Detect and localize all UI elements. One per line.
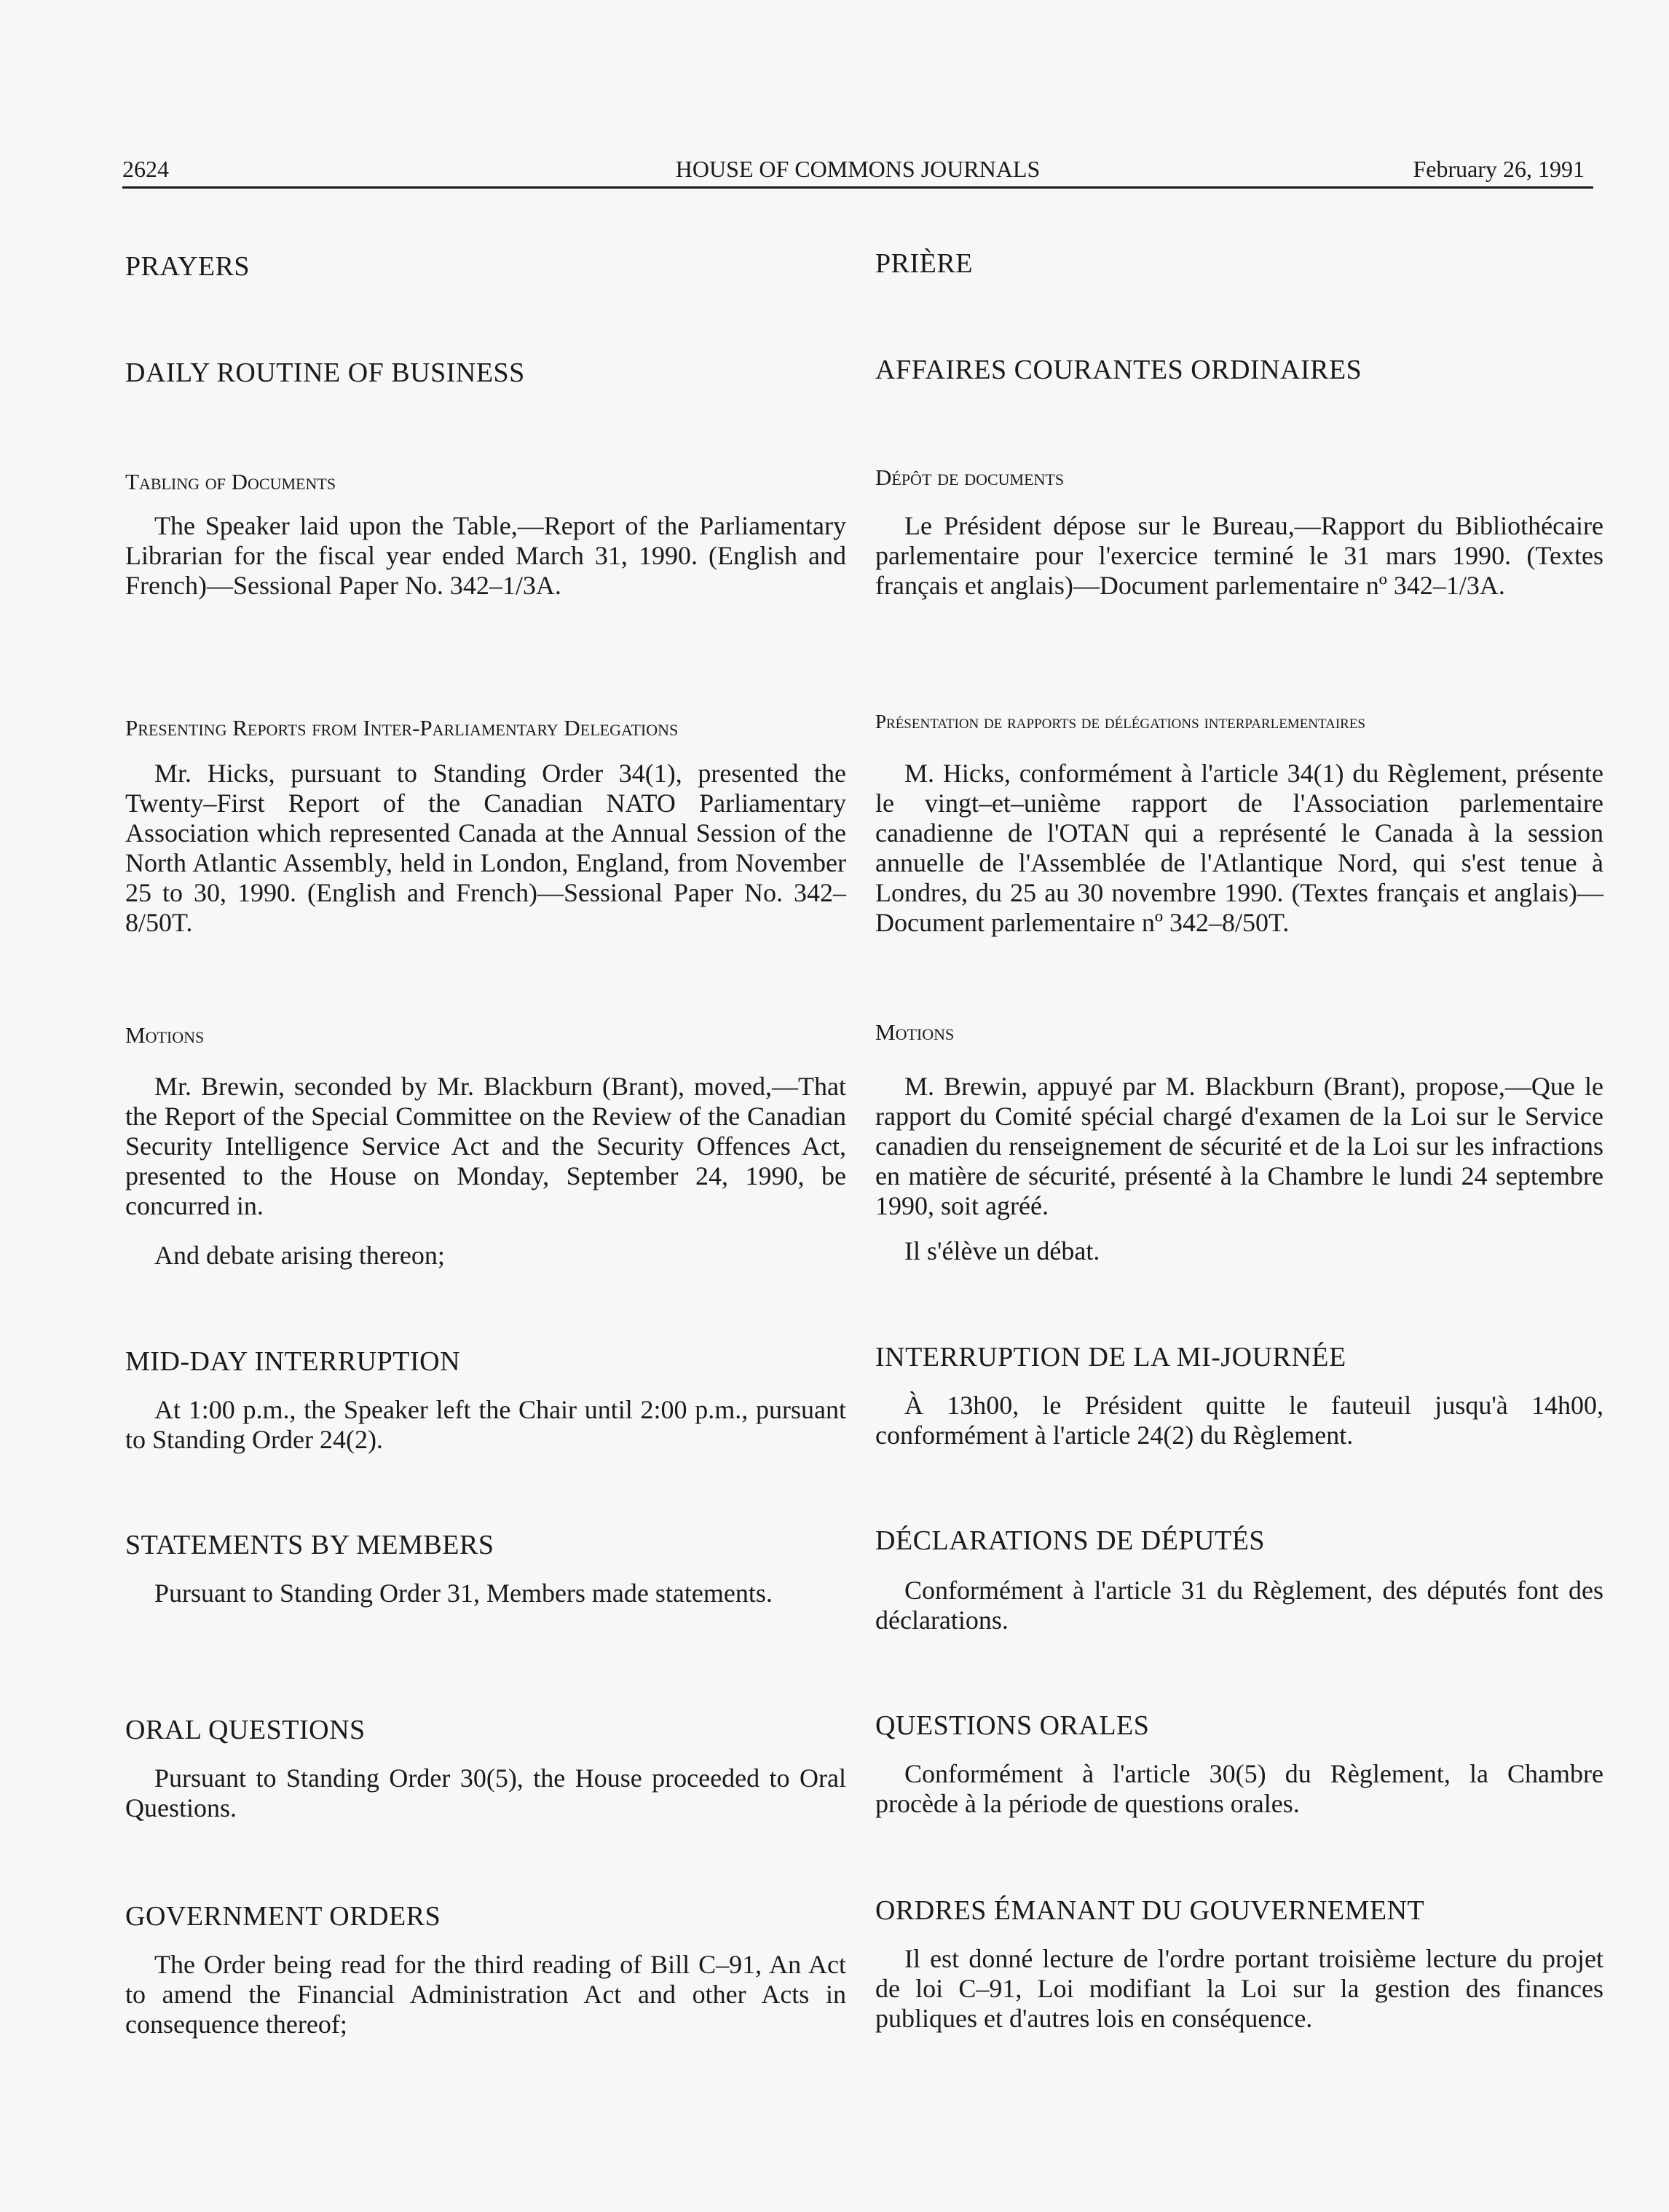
motions-fr-paragraph: M. Brewin, appuyé par M. Blackburn (Brant), propose,—Que le rapport du Comité spécial chargé d'examen de la Loi sur le Service canadien du renseignement de sécurité et de la Loi sur les infractions en matière de sécurité, présenté à la Chambre le lundi 24 septembre 1990, soit agréé.	[875, 1072, 1603, 1220]
statements-paragraph: Pursuant to Standing Order 31, Members made statements.	[154, 1579, 773, 1608]
presentation-paragraph: M. Hicks, conformément à l'article 34(1) du Règlement, présente le vingt–et–unième rapport de l'Association parlementaire canadienne de l'OTAN qui a représenté le Canada à la session annuelle de l'Assemblée de l'Atlantique Nord, qui s'est tenue à Londres, du 25 au 30 novembre 1990. (Textes français et anglais)—Document parlementaire nº 342–8/50T.	[875, 759, 1603, 937]
ordres-paragraph: Il est donné lecture de l'ordre portant troisième lecture du projet de loi C–91, Loi modifiant la Loi sur la gestion des finances publiques et d'autres lois en conséquence.	[875, 1944, 1603, 2033]
debat-paragraph: Il s'élève un débat.	[904, 1236, 1100, 1265]
page-number: 2624	[122, 156, 169, 182]
priere-heading: PRIÈRE	[875, 248, 973, 279]
motions-fr-heading: Motions	[875, 1019, 955, 1045]
declarations-heading: DÉCLARATIONS DE DÉPUTÉS	[875, 1525, 1266, 1556]
motions-paragraph: Mr. Brewin, seconded by Mr. Blackburn (Brant), moved,—That the Report of the Special Committee on the Review of the Canadian Security Intelligence Service Act and the Security Offences Act, presented to the House on Monday, September 24, 1990, be concurred in.	[125, 1072, 846, 1220]
questions-orales-heading: QUESTIONS ORALES	[875, 1710, 1150, 1741]
midday-heading: MID-DAY INTERRUPTION	[125, 1346, 461, 1377]
midday-paragraph: At 1:00 p.m., the Speaker left the Chair until 2:00 p.m., pursuant to Standing Order 24(2).	[125, 1395, 846, 1454]
presenting-paragraph: Mr. Hicks, pursuant to Standing Order 34(1), presented the Twenty–First Report of the Canadian NATO Parliamentary Association which represented Canada at the Annual Session of the North Atlantic Assembly, held in London, England, from November 25 to 30, 1990. (English and French)—Sessional Paper No. 342–8/50T.	[125, 759, 846, 937]
ordres-heading: ORDRES ÉMANANT DU GOUVERNEMENT	[875, 1895, 1425, 1926]
declarations-paragraph: Conformément à l'article 31 du Règlement, des députés font des déclarations.	[875, 1576, 1603, 1635]
journal-date: February 26, 1991	[1413, 156, 1585, 182]
debate-paragraph: And debate arising thereon;	[154, 1241, 445, 1270]
prayers-heading: PRAYERS	[125, 251, 250, 282]
presentation-heading: Présentation de rapports de délégations interparlementaires	[875, 711, 1366, 732]
presenting-heading: Presenting Reports from Inter-Parliamentary Delegations	[125, 715, 679, 740]
tabling-heading: Tabling of Documents	[125, 469, 336, 494]
motions-heading: Motions	[125, 1022, 205, 1048]
oral-questions-paragraph: Pursuant to Standing Order 30(5), the House proceeded to Oral Questions.	[125, 1763, 846, 1822]
government-orders-paragraph: The Order being read for the third reading of Bill C–91, An Act to amend the Financial Administration Act and other Acts in consequence thereof;	[125, 1950, 846, 2039]
depot-heading: Dépôt de documents	[875, 465, 1065, 490]
statements-heading: STATEMENTS BY MEMBERS	[125, 1530, 494, 1560]
questions-orales-paragraph: Conformément à l'article 30(5) du Règlement, la Chambre procède à la période de questions orales.	[875, 1759, 1603, 1818]
tabling-paragraph: The Speaker laid upon the Table,—Report of the Parliamentary Librarian for the fiscal year ended March 31, 1990. (English and French)—Sessional Paper No. 342–1/3A.	[125, 511, 846, 600]
oral-questions-heading: ORAL QUESTIONS	[125, 1715, 366, 1745]
interruption-heading: INTERRUPTION DE LA MI-JOURNÉE	[875, 1342, 1346, 1372]
affaires-heading: AFFAIRES COURANTES ORDINAIRES	[875, 355, 1362, 385]
interruption-paragraph: À 13h00, le Président quitte le fauteuil jusqu'à 14h00, conformément à l'article 24(2) du Règlement.	[875, 1391, 1603, 1450]
journal-title: HOUSE OF COMMONS JOURNALS	[675, 156, 1041, 182]
page-header	[122, 151, 1593, 189]
daily-routine-heading: DAILY ROUTINE OF BUSINESS	[125, 358, 525, 388]
government-orders-heading: GOVERNMENT ORDERS	[125, 1901, 441, 1932]
depot-paragraph: Le Président dépose sur le Bureau,—Rapport du Bibliothécaire parlementaire pour l'exercice terminé le 31 mars 1990. (Textes français et anglais)—Document parlementaire nº 342–1/3A.	[875, 511, 1603, 600]
